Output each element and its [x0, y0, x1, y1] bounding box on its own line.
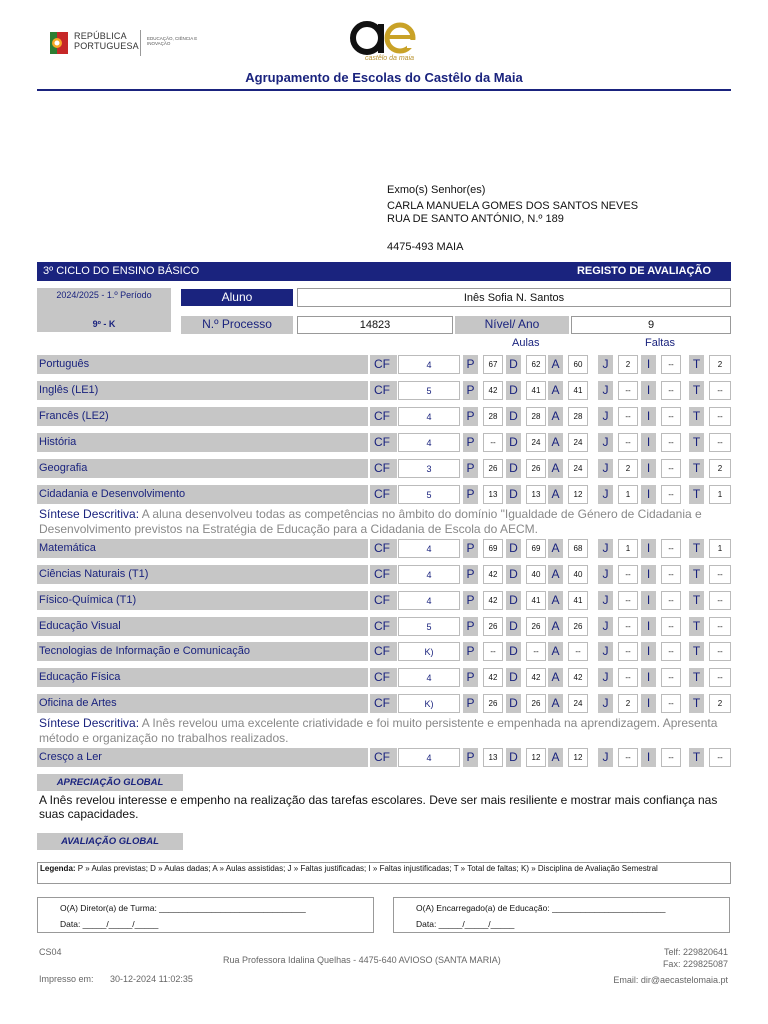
subject-name: História — [37, 433, 368, 452]
aluno-label: Aluno — [181, 289, 293, 306]
t-value: 2 — [709, 694, 731, 713]
subject-name: Inglês (LE1) — [37, 381, 368, 400]
aulas-header: Aulas — [512, 337, 540, 349]
cf-key: CF — [370, 485, 397, 504]
t-key: T — [689, 668, 704, 687]
a-value: -- — [568, 642, 588, 661]
cf-value: 3 — [398, 459, 460, 478]
director-signature-line: O(A) Diretor(a) de Turma: _______________________________ — [60, 903, 306, 913]
sintese-label: Síntese Descritiva: — [39, 507, 140, 521]
d-key: D — [506, 642, 521, 661]
legend-box — [37, 862, 731, 884]
avaliacao-global-label: AVALIAÇÃO GLOBAL — [37, 833, 183, 850]
cf-key: CF — [370, 381, 397, 400]
cf-value: 4 — [398, 565, 460, 584]
cf-key: CF — [370, 433, 397, 452]
t-value: -- — [709, 748, 731, 767]
address-greeting: Exmo(s) Senhor(es) — [387, 184, 486, 196]
a-value: 28 — [568, 407, 588, 426]
d-value: 12 — [526, 748, 546, 767]
subject-name: Ciências Naturais (T1) — [37, 565, 368, 584]
subject-name: Geografia — [37, 459, 368, 478]
j-key: J — [598, 459, 613, 478]
ae-mark-icon — [345, 20, 425, 56]
guardian-date-line: Data: _____/_____/_____ — [416, 919, 515, 929]
d-value: 28 — [526, 407, 546, 426]
a-key: A — [548, 748, 563, 767]
t-value: -- — [709, 407, 731, 426]
d-key: D — [506, 694, 521, 713]
j-key: J — [598, 565, 613, 584]
subject-name: Educação Física — [37, 668, 368, 687]
apreciacao-global-label: APRECIAÇÃO GLOBAL — [37, 774, 183, 791]
t-key: T — [689, 355, 704, 374]
t-value: -- — [709, 381, 731, 400]
aluno-value: Inês Sofia N. Santos — [297, 288, 731, 307]
nivel-value: 9 — [571, 316, 731, 334]
j-value: 1 — [618, 485, 638, 504]
cf-value: 4 — [398, 433, 460, 452]
t-key: T — [689, 407, 704, 426]
t-key: T — [689, 591, 704, 610]
subject-name: Português — [37, 355, 368, 374]
j-value: 2 — [618, 355, 638, 374]
t-key: T — [689, 748, 704, 767]
t-key: T — [689, 694, 704, 713]
d-value: 13 — [526, 485, 546, 504]
t-value: -- — [709, 433, 731, 452]
subject-row — [37, 668, 731, 687]
j-value: -- — [618, 642, 638, 661]
i-key: I — [641, 539, 656, 558]
printed-timestamp — [39, 974, 193, 984]
subject-row — [37, 355, 731, 374]
sintese-label: Síntese Descritiva: — [39, 716, 140, 730]
subject-row — [37, 459, 731, 478]
p-value: 69 — [483, 539, 503, 558]
p-value: 42 — [483, 565, 503, 584]
t-value: 2 — [709, 355, 731, 374]
i-value: -- — [661, 617, 681, 636]
title-divider — [37, 89, 731, 91]
cycle-label: 3º CICLO DO ENSINO BÁSICO — [43, 265, 200, 277]
p-value: 26 — [483, 617, 503, 636]
p-key: P — [463, 668, 478, 687]
p-key: P — [463, 642, 478, 661]
p-value: -- — [483, 642, 503, 661]
a-key: A — [548, 668, 563, 687]
a-value: 24 — [568, 694, 588, 713]
a-key: A — [548, 381, 563, 400]
t-value: -- — [709, 591, 731, 610]
address-street: RUA DE SANTO ANTÓNIO, N.º 189 — [387, 213, 564, 225]
i-key: I — [641, 433, 656, 452]
j-value: -- — [618, 748, 638, 767]
subject-name: Tecnologias de Informação e Comunicação — [37, 642, 368, 661]
p-value: 13 — [483, 485, 503, 504]
cf-value: 4 — [398, 668, 460, 687]
p-value: 26 — [483, 459, 503, 478]
p-value: 42 — [483, 381, 503, 400]
address-name: CARLA MANUELA GOMES DOS SANTOS NEVES — [387, 200, 639, 212]
j-value: -- — [618, 407, 638, 426]
t-value: -- — [709, 668, 731, 687]
d-value: 26 — [526, 694, 546, 713]
d-value: -- — [526, 642, 546, 661]
d-key: D — [506, 539, 521, 558]
d-value: 69 — [526, 539, 546, 558]
j-key: J — [598, 539, 613, 558]
j-key: J — [598, 381, 613, 400]
p-key: P — [463, 485, 478, 504]
i-value: -- — [661, 642, 681, 661]
p-value: 28 — [483, 407, 503, 426]
subject-row — [37, 485, 731, 504]
t-key: T — [689, 433, 704, 452]
portugal-emblem-icon — [50, 32, 68, 54]
a-key: A — [548, 355, 563, 374]
j-value: -- — [618, 565, 638, 584]
i-value: -- — [661, 433, 681, 452]
a-key: A — [548, 433, 563, 452]
i-key: I — [641, 642, 656, 661]
sintese-descritiva-2 — [39, 716, 729, 746]
gov-line2: PORTUGUESA — [74, 41, 139, 51]
subject-name: Matemática — [37, 539, 368, 558]
j-key: J — [598, 617, 613, 636]
apreciacao-global-text: A Inês revelou interesse e empenho na realização das tarefas escolares. Deve ser mais resiliente e mostrar mais confiança nas suas capacidades. — [39, 793, 718, 821]
a-value: 12 — [568, 485, 588, 504]
d-value: 62 — [526, 355, 546, 374]
p-key: P — [463, 407, 478, 426]
t-value: -- — [709, 565, 731, 584]
p-key: P — [463, 617, 478, 636]
a-key: A — [548, 694, 563, 713]
a-value: 26 — [568, 617, 588, 636]
t-key: T — [689, 642, 704, 661]
period-box — [37, 288, 171, 332]
subject-row — [37, 565, 731, 584]
d-key: D — [506, 407, 521, 426]
i-value: -- — [661, 407, 681, 426]
processo-value: 14823 — [297, 316, 453, 334]
p-key: P — [463, 433, 478, 452]
d-key: D — [506, 355, 521, 374]
cf-value: 4 — [398, 355, 460, 374]
subject-row — [37, 748, 731, 767]
t-value: 1 — [709, 485, 731, 504]
i-key: I — [641, 485, 656, 504]
j-key: J — [598, 642, 613, 661]
p-key: P — [463, 748, 478, 767]
footer-address: Rua Professora Idalina Quelhas - 4475-640 AVIOSO (SANTA MARIA) — [223, 955, 501, 965]
nivel-label: Nível/ Ano — [455, 316, 569, 334]
j-value: 2 — [618, 694, 638, 713]
cf-key: CF — [370, 617, 397, 636]
p-key: P — [463, 539, 478, 558]
t-value: 2 — [709, 459, 731, 478]
a-key: A — [548, 539, 563, 558]
d-key: D — [506, 485, 521, 504]
subject-row — [37, 591, 731, 610]
j-key: J — [598, 694, 613, 713]
d-key: D — [506, 617, 521, 636]
subject-name: Francês (LE2) — [37, 407, 368, 426]
a-key: A — [548, 642, 563, 661]
i-value: -- — [661, 591, 681, 610]
d-key: D — [506, 748, 521, 767]
i-value: -- — [661, 748, 681, 767]
i-value: -- — [661, 485, 681, 504]
a-value: 68 — [568, 539, 588, 558]
j-value: -- — [618, 381, 638, 400]
d-key: D — [506, 668, 521, 687]
i-key: I — [641, 459, 656, 478]
d-value: 42 — [526, 668, 546, 687]
school-title: Agrupamento de Escolas do Castêlo da Maia — [245, 70, 523, 85]
i-value: -- — [661, 565, 681, 584]
a-value: 41 — [568, 381, 588, 400]
subject-name: Oficina de Artes — [37, 694, 368, 713]
p-key: P — [463, 355, 478, 374]
a-value: 24 — [568, 433, 588, 452]
cf-value: 5 — [398, 617, 460, 636]
j-value: -- — [618, 617, 638, 636]
subject-name: Cidadania e Desenvolvimento — [37, 485, 368, 504]
j-key: J — [598, 355, 613, 374]
faltas-header: Faltas — [645, 337, 675, 349]
t-key: T — [689, 459, 704, 478]
t-key: T — [689, 539, 704, 558]
i-value: -- — [661, 539, 681, 558]
i-key: I — [641, 668, 656, 687]
cf-key: CF — [370, 539, 397, 558]
a-key: A — [548, 591, 563, 610]
a-value: 40 — [568, 565, 588, 584]
footer-fax: Fax: 229825087 — [662, 959, 728, 969]
subject-name: Educação Visual — [37, 617, 368, 636]
p-key: P — [463, 459, 478, 478]
subject-row — [37, 407, 731, 426]
i-value: -- — [661, 459, 681, 478]
p-key: P — [463, 591, 478, 610]
printed-label: Impresso em: — [39, 974, 94, 984]
i-key: I — [641, 565, 656, 584]
p-key: P — [463, 694, 478, 713]
t-key: T — [689, 485, 704, 504]
director-date-line: Data: _____/_____/_____ — [60, 919, 159, 929]
cf-key: CF — [370, 565, 397, 584]
director-signature-box — [37, 897, 374, 933]
a-key: A — [548, 459, 563, 478]
subject-name: Cresço a Ler — [37, 748, 368, 767]
t-key: T — [689, 617, 704, 636]
d-value: 26 — [526, 617, 546, 636]
subject-row — [37, 642, 731, 661]
j-key: J — [598, 748, 613, 767]
i-key: I — [641, 591, 656, 610]
sintese-text: A aluna desenvolveu todas as competências no âmbito do domínio "Igualdade de Género de Cidadania e Desenvolvimento previstos na Estratégia de Educação para a Cidadania de Escola do AECM. — [39, 507, 702, 536]
ae-castelo-logo — [345, 20, 425, 65]
j-key: J — [598, 668, 613, 687]
a-key: A — [548, 485, 563, 504]
cf-key: CF — [370, 748, 397, 767]
subject-row — [37, 381, 731, 400]
a-key: A — [548, 565, 563, 584]
t-value: 1 — [709, 539, 731, 558]
i-value: -- — [661, 381, 681, 400]
footer-email: Email: dir@aecastelomaia.pt — [613, 975, 728, 985]
report-banner — [37, 262, 731, 281]
i-key: I — [641, 617, 656, 636]
a-value: 41 — [568, 591, 588, 610]
sintese-text: A Inês revelou uma excelente criatividade e foi muito persistente e empenhada na aprendizagem. Apresenta método e organização no trabalhos realizados. — [39, 716, 718, 745]
cf-value: K) — [398, 694, 460, 713]
cf-key: CF — [370, 355, 397, 374]
d-value: 41 — [526, 381, 546, 400]
gov-subtitle: EDUCAÇÃO, CIÊNCIA E INOVAÇÃO — [147, 36, 198, 46]
j-key: J — [598, 433, 613, 452]
a-key: A — [548, 617, 563, 636]
p-value: -- — [483, 433, 503, 452]
i-key: I — [641, 694, 656, 713]
a-value: 60 — [568, 355, 588, 374]
t-value: -- — [709, 617, 731, 636]
d-key: D — [506, 381, 521, 400]
t-key: T — [689, 565, 704, 584]
p-value: 13 — [483, 748, 503, 767]
guardian-signature-box — [393, 897, 730, 933]
sintese-descritiva-1 — [39, 507, 729, 537]
p-value: 42 — [483, 668, 503, 687]
cf-key: CF — [370, 642, 397, 661]
a-key: A — [548, 407, 563, 426]
republica-portuguesa-logo — [50, 30, 200, 58]
class-label: 9º - K — [92, 319, 116, 329]
guardian-signature-line: O(A) Encarregado(a) de Educação: ________________________ — [416, 903, 666, 913]
d-value: 24 — [526, 433, 546, 452]
subject-row — [37, 539, 731, 558]
d-key: D — [506, 433, 521, 452]
j-key: J — [598, 591, 613, 610]
p-value: 67 — [483, 355, 503, 374]
a-value: 24 — [568, 459, 588, 478]
d-value: 26 — [526, 459, 546, 478]
legend-label: Legenda: — [40, 864, 76, 873]
cf-value: 5 — [398, 381, 460, 400]
subject-row — [37, 694, 731, 713]
subject-row — [37, 433, 731, 452]
p-key: P — [463, 381, 478, 400]
cf-value: 4 — [398, 591, 460, 610]
subject-name: Físico-Química (T1) — [37, 591, 368, 610]
cf-value: K) — [398, 642, 460, 661]
p-value: 42 — [483, 591, 503, 610]
j-value: -- — [618, 433, 638, 452]
form-code: CS04 — [39, 947, 62, 957]
p-key: P — [463, 565, 478, 584]
i-value: -- — [661, 694, 681, 713]
cf-value: 5 — [398, 485, 460, 504]
i-value: -- — [661, 355, 681, 374]
subject-row — [37, 617, 731, 636]
printed-value: 30-12-2024 11:02:35 — [110, 974, 193, 984]
logo-divider — [140, 30, 141, 56]
i-key: I — [641, 381, 656, 400]
t-key: T — [689, 381, 704, 400]
report-type-label: REGISTO DE AVALIAÇÃO — [576, 265, 711, 277]
j-value: -- — [618, 591, 638, 610]
cf-key: CF — [370, 591, 397, 610]
p-value: 26 — [483, 694, 503, 713]
j-value: -- — [618, 668, 638, 687]
legend-text: P » Aulas previstas; D » Aulas dadas; A » Aulas assistidas; J » Faltas justificadas; I » Faltas injustificadas; T » Total de faltas; K) » Disciplina de Avaliação Semestral — [77, 864, 658, 873]
cf-value: 4 — [398, 539, 460, 558]
d-value: 40 — [526, 565, 546, 584]
i-value: -- — [661, 668, 681, 687]
i-key: I — [641, 748, 656, 767]
d-value: 41 — [526, 591, 546, 610]
ae-logo-subtitle: castêlo da maia — [365, 55, 415, 62]
t-value: -- — [709, 642, 731, 661]
address-postal: 4475-493 MAIA — [387, 241, 464, 253]
cf-key: CF — [370, 694, 397, 713]
cf-value: 4 — [398, 407, 460, 426]
cf-value: 4 — [398, 748, 460, 767]
cf-key: CF — [370, 668, 397, 687]
j-value: 2 — [618, 459, 638, 478]
gov-line1: REPÚBLICA — [74, 31, 127, 41]
a-value: 12 — [568, 748, 588, 767]
a-value: 42 — [568, 668, 588, 687]
j-key: J — [598, 407, 613, 426]
period-label: 2024/2025 - 1.º Período — [56, 290, 152, 300]
d-key: D — [506, 459, 521, 478]
i-key: I — [641, 407, 656, 426]
d-key: D — [506, 591, 521, 610]
processo-label: N.º Processo — [181, 316, 293, 334]
j-key: J — [598, 485, 613, 504]
cf-key: CF — [370, 407, 397, 426]
j-value: 1 — [618, 539, 638, 558]
i-key: I — [641, 355, 656, 374]
cf-key: CF — [370, 459, 397, 478]
d-key: D — [506, 565, 521, 584]
footer-phone: Telf: 229820641 — [663, 947, 728, 957]
